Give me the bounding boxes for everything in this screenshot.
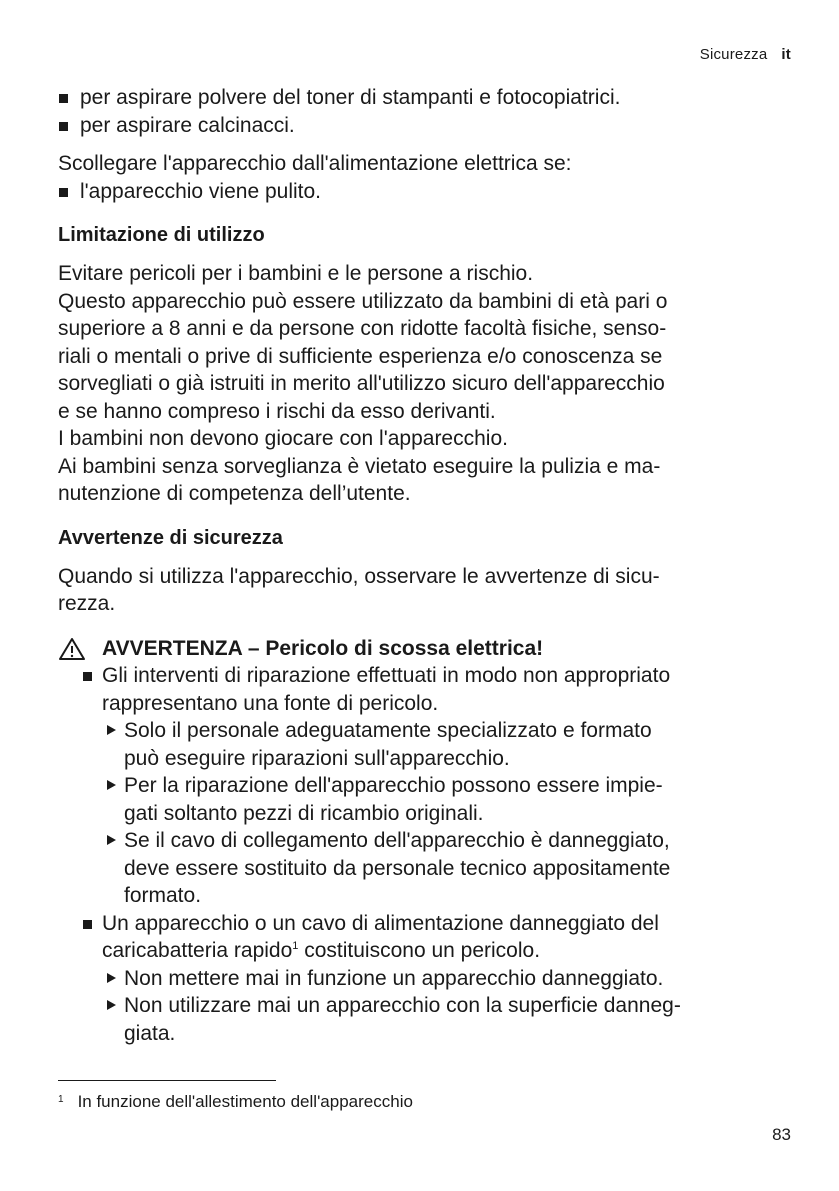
list-item: Solo il personale adeguatamente specializzato e formato può eseguire riparazioni sull'apparecchio. bbox=[58, 717, 794, 772]
bullet-square-icon bbox=[83, 672, 92, 681]
footnote-divider bbox=[58, 1080, 276, 1081]
warning-title: AVVERTENZA – Pericolo di scossa elettrica! bbox=[58, 635, 794, 663]
list-item: l'apparecchio viene pulito. bbox=[58, 178, 794, 206]
page-number: 83 bbox=[772, 1125, 791, 1144]
footnote-mark: 1 bbox=[58, 1094, 64, 1105]
list-item: Per la riparazione dell'apparecchio possono essere impie- gati soltanto pezzi di ricambio originali. bbox=[58, 772, 794, 827]
list-item: per aspirare polvere del toner di stampanti e fotocopiatrici. bbox=[58, 84, 794, 112]
arrow-right-icon bbox=[107, 973, 116, 983]
header-language: it bbox=[781, 46, 791, 63]
list-item: Un apparecchio o un cavo di alimentazione danneggiato del caricabatteria rapido$^1$ costituiscono un pericolo. bbox=[58, 910, 794, 965]
safety-paragraph: Quando si utilizza l'apparecchio, osservare le avvertenze di sicu- rezza. bbox=[58, 564, 660, 615]
running-header bbox=[700, 46, 791, 63]
list-item: Se il cavo di collegamento dell'apparecchio è danneggiato, deve essere sostituito da personale tecnico appositamente formato. bbox=[58, 827, 794, 910]
list-item: Non utilizzare mai un apparecchio con la superficie danneg- giata. bbox=[58, 992, 794, 1047]
bullet-square-icon bbox=[83, 920, 92, 929]
safety-heading: Avvertenze di sicurezza bbox=[58, 526, 283, 549]
arrow-right-icon bbox=[107, 835, 116, 845]
header-section: Sicurezza bbox=[699, 46, 768, 63]
limitation-heading: Limitazione di utilizzo bbox=[58, 224, 265, 246]
limitation-paragraph: Evitare pericoli per i bambini e le persone a rischio. Questo apparecchio può essere utilizzato da bambini di età pari o superiore a 8 anni e da persone con ridotte facoltà fisiche, senso- riali o mentali o prive di sufficiente esperienza e/o conoscenza se sorvegliati o già istruiti in merito all'utilizzo sicuro dell'apparecchio e se hanno compreso i rischi da esso derivanti. I bambini non devono giocare con l'apparecchio. Ai bambini senza sorveglianza è vietato eseguire la pulizia e ma- nutenzione di competenza dell’utente. bbox=[58, 262, 668, 505]
bullet-square-icon bbox=[59, 94, 68, 103]
arrow-right-icon bbox=[107, 1000, 116, 1010]
arrow-right-icon bbox=[107, 725, 116, 735]
list-item: Non mettere mai in funzione un apparecchio danneggiato. bbox=[58, 965, 794, 993]
footnote bbox=[58, 1091, 413, 1116]
list-item: Gli interventi di riparazione effettuati in modo non appropriato rappresentano una fonte di pericolo. bbox=[58, 662, 794, 717]
page-content bbox=[58, 84, 794, 1047]
warning-triangle-icon bbox=[58, 637, 86, 661]
list-item: per aspirare calcinacci. bbox=[58, 112, 794, 140]
bullet-square-icon bbox=[59, 122, 68, 131]
arrow-right-icon bbox=[107, 780, 116, 790]
footnote-text: In funzione dell'allestimento dell'apparecchio bbox=[77, 1092, 413, 1111]
footnote-reference: 1 bbox=[292, 940, 299, 952]
disconnect-text: Scollegare l'apparecchio dall'alimentazione elettrica se: bbox=[58, 152, 572, 175]
bullet-square-icon bbox=[59, 188, 68, 197]
